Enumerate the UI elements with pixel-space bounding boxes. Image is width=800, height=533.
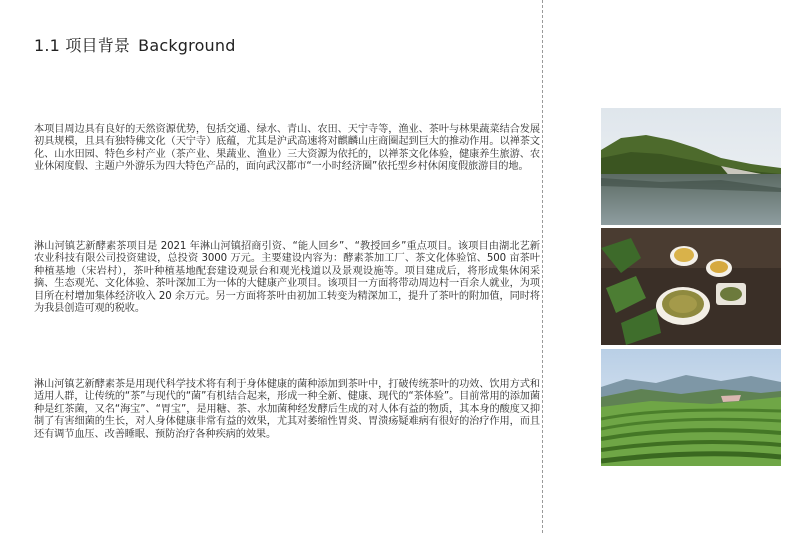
lake-hills-photo	[601, 108, 781, 225]
section-heading	[34, 33, 236, 56]
tea-cups-photo	[601, 228, 781, 345]
paragraph-enzyme-tea: 淋山河镇艺新酵素茶是用现代科学技术将有利于身体健康的菌种添加到茶叶中，打破传统茶叶的功效、饮用方式和适用人群，让传统的“茶”与现代的“菌”有机结合起来，形成一种全新、健康、现代的“茶体验”。目前常用的添加菌种是红茶菌，又名“海宝”、“胃宝”，是用糖、茶、水加菌种经发酵后生成的对人体有益的物质，其本身的酸度又抑制了有害细菌的生长，对人身体健康非常有益的效果，尤其对萎缩性胃炎、胃溃疡疑难病有很好的治疗作用，而且还有调节血压、改善睡眠、预防治疗各种疾病的效果。	[34, 379, 540, 440]
page-divider	[542, 0, 543, 533]
section-english-title: Background	[138, 36, 236, 55]
paragraph-resources: 本项目周边具有良好的天然资源优势，包括交通、绿水、青山、农田、天宁寺等，渔业、茶叶与林果蔬菜结合发展初具规模，且具有独特佛文化（天宁寺）底蕴，尤其是沪武高速将对麒麟山庄商圈起到巨大的推动作用。以禅茶文化、山水田园、特色乡村产业（茶产业、果蔬业、渔业）三大资源为依托的，以禅茶文化体验，健康养生旅游、农业休闲度假、主题户外游乐为四大特色产品的，面向武汉都市“一小时经济圈”依托型乡村休闲度假旅游目的地。	[34, 124, 540, 173]
paragraph-project: 淋山河镇艺新酵素茶项目是 2021 年淋山河镇招商引资、“能人回乡”、“教授回乡”重点项目。该项目由湖北艺新农业科技有限公司投资建设，总投资 3000 万元。主要建设内容为：酵素茶加工厂、茶文化体验馆、500 亩茶叶种植基地（宋岩村），茶叶种植基地配套建设观景台和观光栈道以及景观设施等。项目建成后，将形成集休闲采摘、生态观光、文化体验、茶叶深加工为一体的大健康产业项目。该项目一方面将带动周边村一百余人就业，为项目所在村增加集体经济收入 20 余万元。另一方面将茶叶由初加工转变为精深加工，提升了茶叶的附加值，同时将为我县创造可观的税收。	[34, 241, 540, 315]
tea-plantation-photo	[601, 349, 781, 466]
section-title: 1.1 项目背景	[34, 36, 131, 55]
